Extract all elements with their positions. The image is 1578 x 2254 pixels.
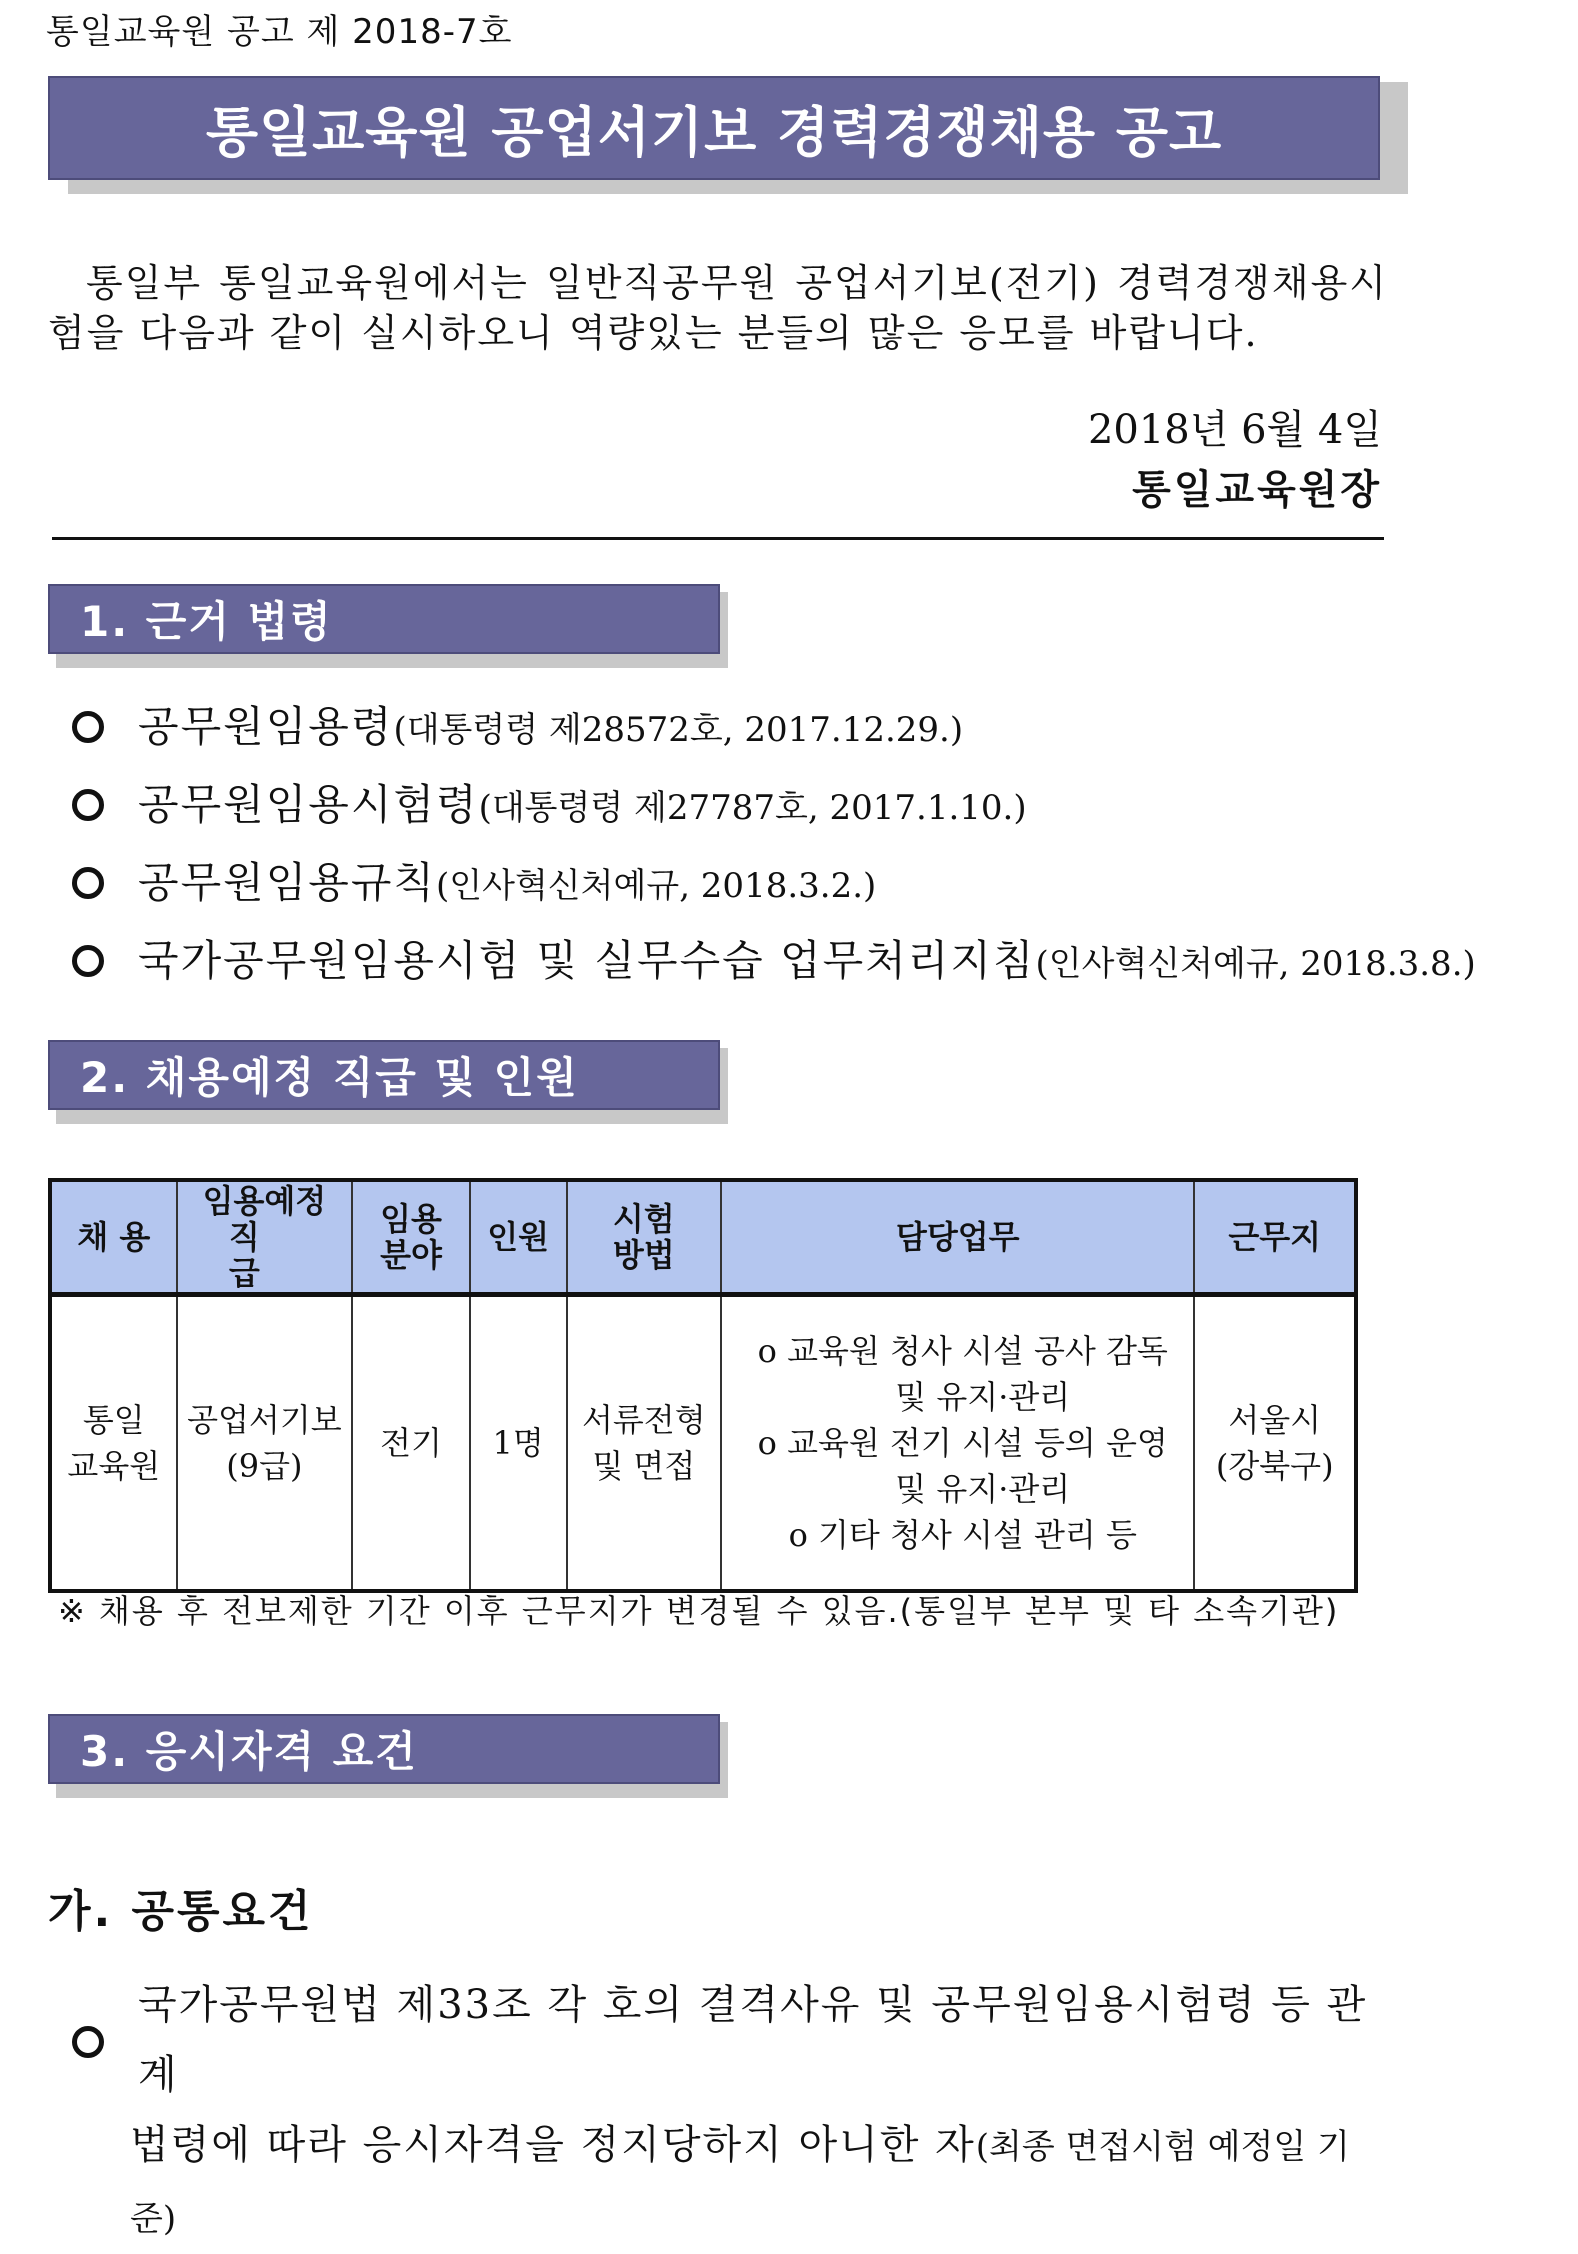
law-reference: (인사혁신처예규, 2018.3.2.) bbox=[436, 866, 877, 906]
table-header-row bbox=[50, 1180, 1356, 1295]
law-item bbox=[72, 694, 963, 754]
cell-field: 전기 bbox=[352, 1295, 470, 1592]
circle-bullet-icon bbox=[72, 789, 104, 821]
notice-number: 통일교육원 공고 제 2018-7호 bbox=[46, 12, 513, 52]
duty-item bbox=[740, 1420, 1185, 1512]
header-method-line1: 시험 bbox=[612, 1200, 675, 1238]
circle-bullet-icon bbox=[72, 711, 104, 743]
location-line2: (강북구) bbox=[1215, 1447, 1334, 1485]
requirement-note: (최종 면접시험 예정일 기준) bbox=[130, 2127, 1350, 2239]
law-reference: (인사혁신처예규, 2018.3.8.) bbox=[1035, 944, 1476, 984]
law-name: 공무원임용령 bbox=[138, 702, 394, 751]
duty-line-continued: 및 유지·관리 bbox=[895, 1378, 1071, 1416]
duty-line: o 교육원 청사 시설 공사 감독 bbox=[757, 1332, 1168, 1370]
header-grade-line2: 직 급 bbox=[228, 1218, 300, 1292]
cell-method bbox=[567, 1295, 721, 1592]
subsection-heading: 가. 공통요건 bbox=[48, 1886, 314, 1937]
cell-location bbox=[1194, 1295, 1356, 1592]
section-3-heading: 3. 응시자격 요건 bbox=[48, 1714, 720, 1784]
cell-count: 1명 bbox=[470, 1295, 567, 1592]
document-title: 통일교육원 공업서기보 경력경쟁채용 공고 bbox=[48, 76, 1380, 180]
grade-line1: 공업서기보 bbox=[187, 1401, 342, 1439]
table-row bbox=[50, 1295, 1356, 1592]
announcement-date: 2018년 6월 4일 bbox=[1087, 407, 1382, 453]
circle-bullet-icon bbox=[72, 867, 104, 899]
circle-bullet-icon bbox=[72, 2026, 104, 2058]
law-name: 공무원임용규칙 bbox=[138, 858, 437, 907]
law-item bbox=[72, 772, 1027, 832]
header-field-line1: 임용 bbox=[380, 1200, 442, 1238]
law-reference: (대통령령 제28572호, 2017.12.29.) bbox=[393, 710, 964, 750]
law-item bbox=[72, 850, 876, 910]
method-line2: 및 면접 bbox=[592, 1447, 696, 1485]
header-field bbox=[352, 1180, 470, 1295]
requirement-line1: 국가공무원법 제33조 각 호의 결격사유 및 공무원임용시험령 등 관계 bbox=[138, 1982, 1368, 2098]
header-grade bbox=[177, 1180, 353, 1295]
cell-grade bbox=[177, 1295, 353, 1592]
header-count: 인원 bbox=[470, 1180, 567, 1295]
intro-paragraph: 통일부 통일교육원에서는 일반직공무원 공업서기보(전기) 경력경쟁채용시험을 다음과 같이 실시하오니 역량있는 분들의 많은 응모를 바랍니다. bbox=[48, 261, 1388, 355]
duty-line-continued: 및 유지·관리 bbox=[895, 1470, 1071, 1508]
org-line1: 통일 bbox=[82, 1401, 145, 1439]
divider bbox=[52, 537, 1384, 540]
requirement-line2: 법령에 따라 응시자격을 정지당하지 아니한 자 bbox=[130, 2122, 976, 2168]
location-line1: 서울시 bbox=[1228, 1401, 1322, 1439]
law-name: 공무원임용시험령 bbox=[138, 780, 479, 829]
duty-item bbox=[740, 1512, 1185, 1558]
section-2-heading: 2. 채용예정 직급 및 인원 bbox=[48, 1040, 720, 1110]
header-method bbox=[567, 1180, 721, 1295]
law-name: 국가공무원임용시험 및 실무수습 업무처리지침 bbox=[138, 936, 1036, 985]
cell-duties bbox=[721, 1295, 1194, 1592]
header-location: 근무지 bbox=[1194, 1180, 1356, 1295]
header-org: 채 용 bbox=[50, 1180, 177, 1295]
signer: 통일교육원장 bbox=[1132, 466, 1382, 513]
duty-item bbox=[740, 1328, 1185, 1420]
law-item bbox=[72, 928, 1476, 988]
header-grade-line1: 임용예정 bbox=[202, 1182, 327, 1220]
header-method-line2: 방법 bbox=[612, 1236, 675, 1274]
section-1-heading: 1. 근거 법령 bbox=[48, 584, 720, 654]
requirement-line2-wrap bbox=[72, 2110, 1392, 2254]
duty-line: o 기타 청사 시설 관리 등 bbox=[788, 1516, 1137, 1554]
header-duties: 담당업무 bbox=[721, 1180, 1194, 1295]
law-reference: (대통령령 제27787호, 2017.1.10.) bbox=[478, 788, 1027, 828]
duty-line: o 교육원 전기 시설 등의 운영 bbox=[757, 1424, 1168, 1462]
circle-bullet-icon bbox=[72, 945, 104, 977]
header-field-line2: 분야 bbox=[380, 1236, 442, 1274]
method-line1: 서류전형 bbox=[581, 1401, 706, 1439]
requirement-item bbox=[72, 1970, 1392, 2254]
recruitment-table bbox=[48, 1178, 1358, 1593]
grade-line2: (9급) bbox=[226, 1447, 303, 1485]
org-line2: 교육원 bbox=[67, 1447, 161, 1485]
cell-org bbox=[50, 1295, 177, 1592]
table-note: ※ 채용 후 전보제한 기간 이후 근무지가 변경될 수 있음.(통일부 본부 및 타 소속기관) bbox=[58, 1592, 1340, 1630]
